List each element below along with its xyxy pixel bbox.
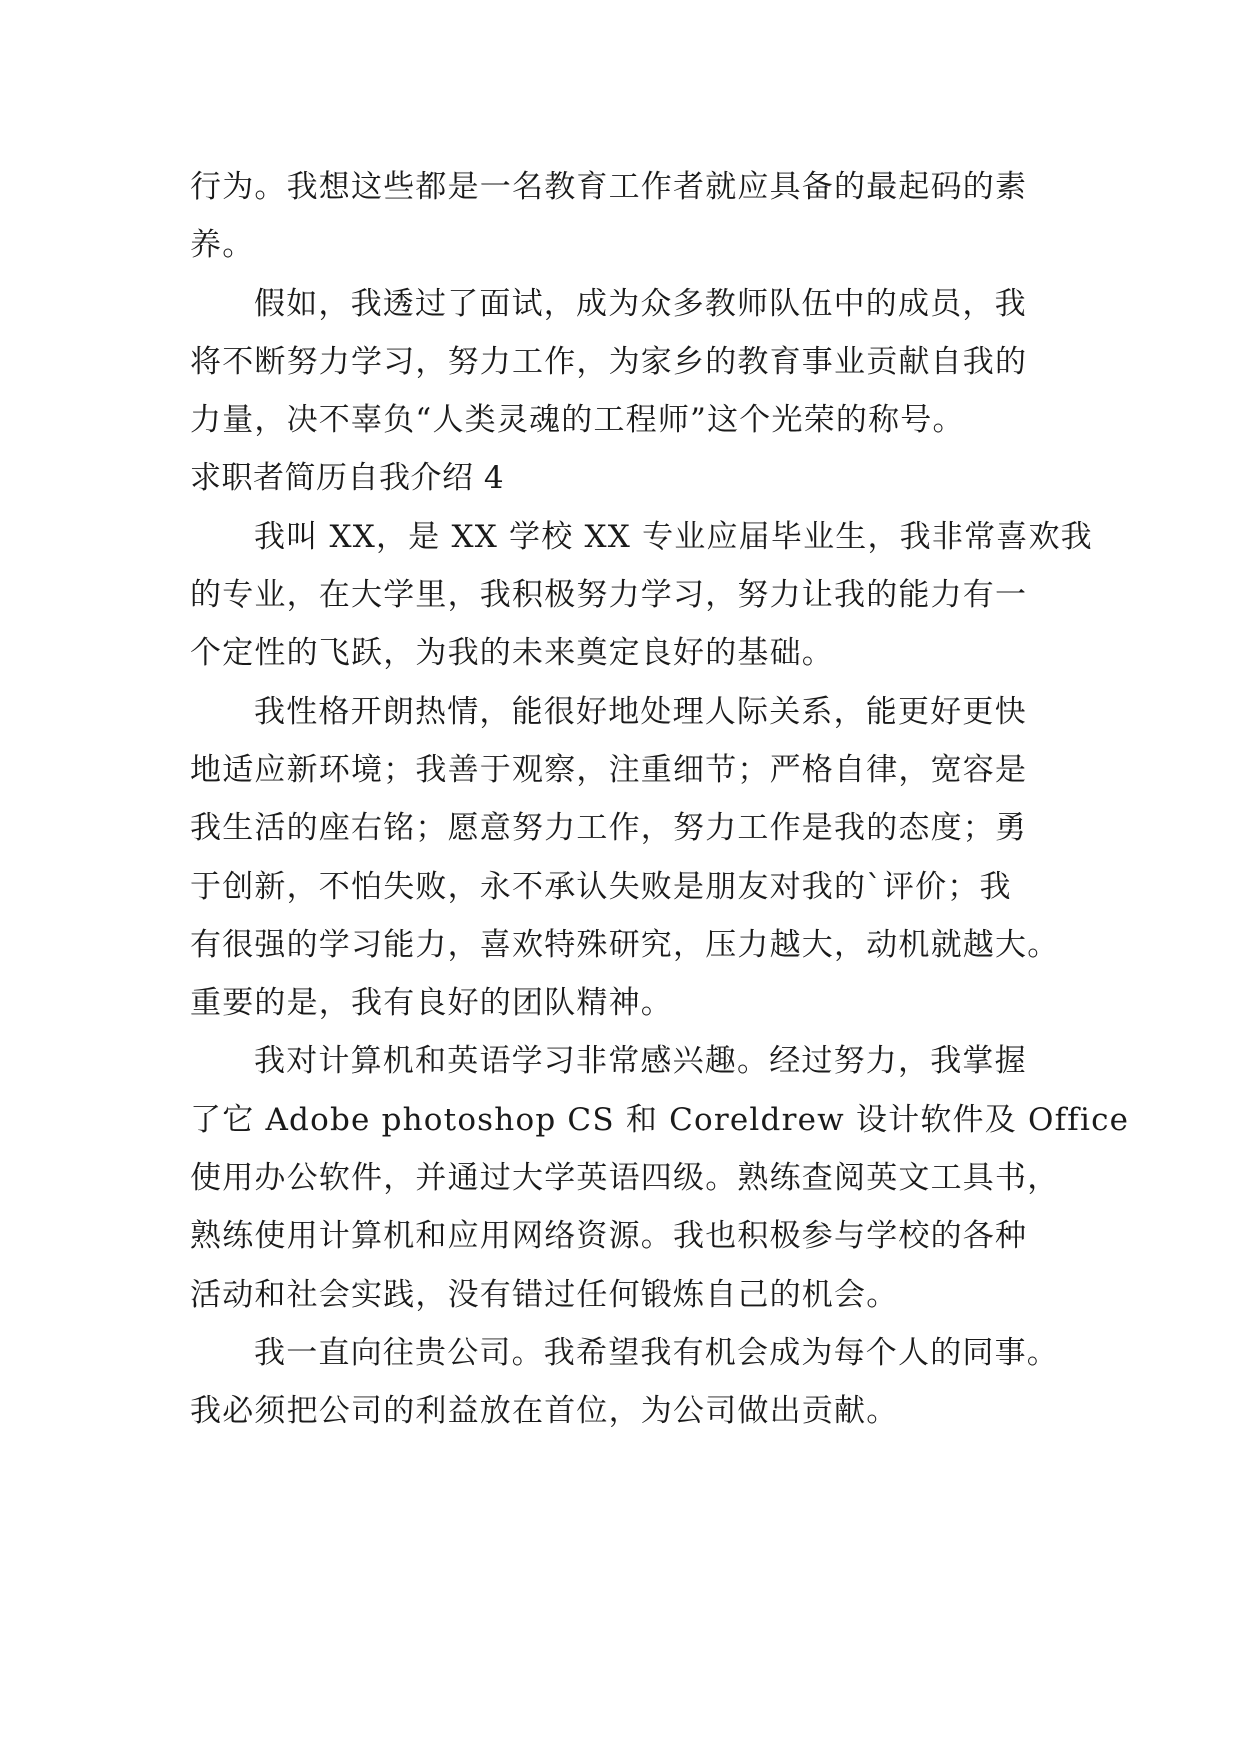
section-heading: 求职者简历自我介绍 4 [190, 460, 505, 497]
paragraph-line: 将不断努力学习，努力工作，为家乡的教育事业贡献自我的 [190, 343, 1028, 380]
paragraph-line: 行为。我想这些都是一名教育工作者就应具备的最起码的素 [190, 169, 1028, 205]
paragraph-line: 力量，决不辜负“人类灵魂的工程师”这个光荣的称号。 [190, 402, 965, 439]
paragraph-line: 的专业，在大学里，我积极努力学习，努力让我的能力有一 [190, 577, 1028, 614]
paragraph-line: 重要的是，我有良好的团队精神。 [190, 985, 673, 1022]
paragraph-line: 我必须把公司的利益放在首位，为公司做出贡献。 [190, 1393, 899, 1430]
paragraph-line: 我生活的座右铭；愿意努力工作，努力工作是我的态度；勇 [190, 810, 1028, 847]
paragraph-line: 我性格开朗热情，能很好地处理人际关系，能更好更快 [254, 693, 1027, 730]
paragraph-line: 地适应新环境；我善于观察，注重细节；严格自律，宽容是 [190, 751, 1028, 788]
paragraph-line: 了它 Adobe photoshop CS 和 Coreldrew 设计软件及 Office [190, 1101, 1130, 1138]
paragraph-line: 有很强的学习能力，喜欢特殊研究，压力越大，动机就越大。 [190, 926, 1060, 963]
paragraph-line: 个定性的飞跃，为我的未来奠定良好的基础。 [190, 635, 834, 672]
paragraph-line: 熟练使用计算机和应用网络资源。我也积极参与学校的各种 [190, 1218, 1028, 1255]
document-body [190, 158, 1130, 1441]
paragraph-line: 活动和社会实践，没有错过任何锻炼自己的机会。 [190, 1276, 899, 1313]
paragraph-line: 我一直向往贵公司。我希望我有机会成为每个人的同事。 [254, 1334, 1059, 1371]
paragraph-line: 于创新，不怕失败，永不承认失败是朋友对我的`评价；我 [190, 868, 1012, 905]
paragraph-line: 养。 [190, 227, 255, 264]
paragraph-line: 使用办公软件，并通过大学英语四级。熟练查阅英文工具书， [190, 1160, 1060, 1197]
paragraph-line: 我叫 XX，是 XX 学校 XX 专业应届毕业生，我非常喜欢我 [254, 518, 1093, 555]
paragraph-line: 假如，我透过了面试，成为众多教师队伍中的成员，我 [254, 285, 1027, 322]
paragraph-line: 我对计算机和英语学习非常感兴趣。经过努力，我掌握 [254, 1043, 1027, 1080]
